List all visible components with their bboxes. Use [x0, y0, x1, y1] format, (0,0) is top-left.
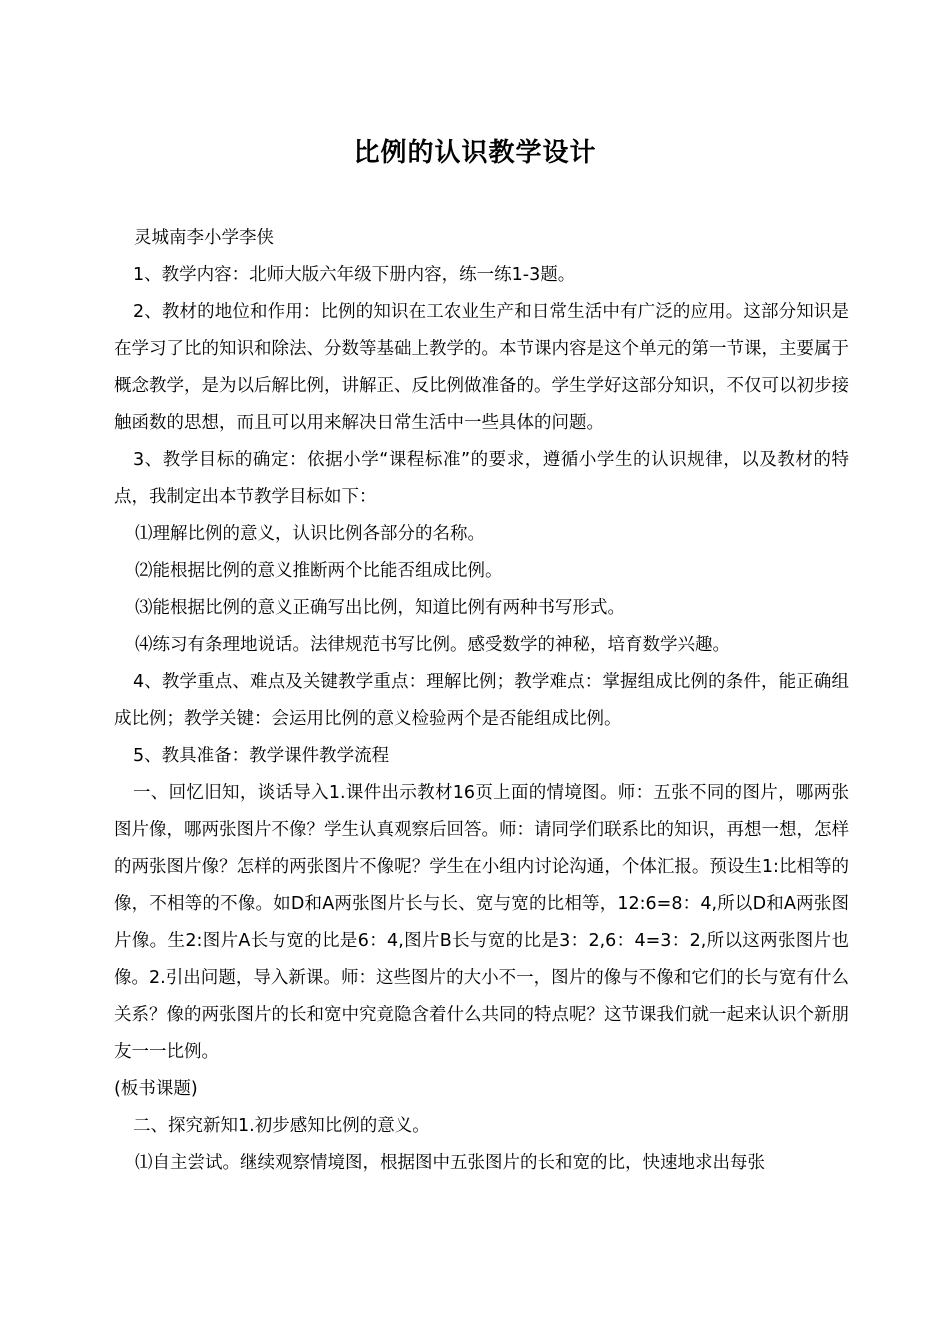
goal-item-3: ⑶能根据比例的意义正确写出比例，知道比例有两种书写形式。	[135, 598, 625, 618]
paragraph-materials: 5、教具准备：教学课件教学流程	[133, 746, 390, 766]
paragraph-self-attempt: ⑴自主尝试。继续观察情境图，根据图中五张图片的长和宽的比，快速地求出每张	[135, 1153, 765, 1173]
goal-item-4: ⑷练习有条理地说话。法律规范书写比例。感受数学的神秘，培育数学兴趣。	[135, 635, 730, 655]
document-title: 比例的认识教学设计	[353, 138, 597, 168]
paragraph-teaching-goals: 3、教学目标的确定：依据小学“课程标准”的要求，遵循小学生的认识规律，以及教材的特点，我制定出本节教学目标如下：	[114, 450, 849, 507]
paragraph-textbook-role: 2、教材的地位和作用：比例的知识在工农业生产和日常生活中有广泛的应用。这部分知识是在学习了比的知识和除法、分数等基础上教学的。本节课内容是这个单元的第一节课，主要属于概念教学，是为以后解比例，讲解正、反比例做准备的。学生学好这部分知识，不仅可以初步接触函数的思想，而且可以用来解决日常生活中一些具体的问题。	[114, 302, 849, 433]
paragraph-review-intro: 一、回忆旧知，谈话导入1.课件出示教材16页上面的情境图。师：五张不同的图片，哪两张图片像，哪两张图片不像？学生认真观察后回答。师：请同学们联系比的知识，再想一想，怎样的两张图片像？怎样的两张图片不像呢？学生在小组内讨论沟通，个体汇报。预设生1:比相等的像，不相等的不像。如D和A两张图片长与长、宽与宽的比相等，12:6=8：4,所以D和A两张图片像。生2:图片A长与宽的比是6：4,图片B长与宽的比是3：2,6：4=3：2,所以这两张图片也像。2.引出问题，导入新课。师：这些图片的大小不一，图片的像与不像和它们的长与宽有什么关系？像的两张图片的长和宽中究竟隐含着什么共同的特点呢？这节课我们就一起来认识个新朋友一一比例。	[114, 783, 849, 1062]
document-body	[114, 220, 849, 1182]
paragraph-key-points: 4、教学重点、难点及关键教学重点：理解比例；教学难点：掌握组成比例的条件，能正确组成比例；教学关键：会运用比例的意义检验两个是否能组成比例。	[114, 672, 849, 729]
goal-item-2: ⑵能根据比例的意义推断两个比能否组成比例。	[135, 561, 503, 581]
paragraph-explore-new: 二、探究新知1.初步感知比例的意义。	[133, 1116, 430, 1136]
paragraph-teaching-content: 1、教学内容：北师大版六年级下册内容，练一练1-3题。	[133, 265, 576, 285]
author-line: 灵城南李小学李侠	[134, 228, 274, 248]
board-title-note: (板书课题)	[114, 1079, 198, 1099]
goal-item-1: ⑴理解比例的意义，认识比例各部分的名称。	[135, 524, 485, 544]
